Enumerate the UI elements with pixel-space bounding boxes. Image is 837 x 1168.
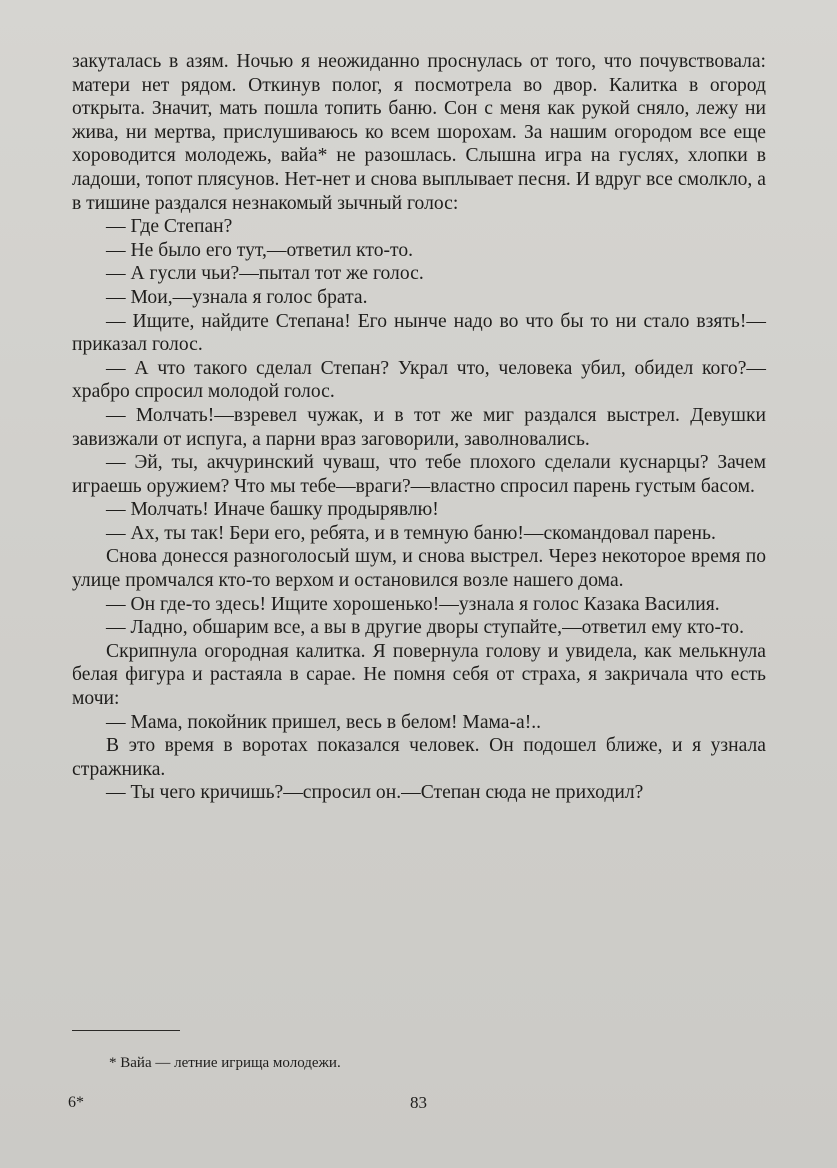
footnote-divider: [72, 1030, 180, 1031]
paragraph: — Эй, ты, акчуринский чуваш, что тебе плохого сделали куснарцы? Зачем играешь оружием? Что мы тебе—враги?—властно спросил парень густым басом.: [72, 452, 766, 497]
paragraph: — Ищите, найдите Степана! Его нынче надо во что бы то ни стало взять!—приказал голос.: [72, 310, 766, 356]
paragraph: — Ладно, обшарим все, а вы в другие дворы ступайте,—ответил ему кто-то.: [106, 617, 745, 639]
body-text: [72, 50, 766, 805]
paragraph: — А что такого сделал Степан? Украл что, человека убил, обидел кого?—храбро спросил молодой голос.: [72, 357, 766, 403]
paragraph: — Мои,—узнала я голос брата.: [106, 286, 368, 308]
page-number: 83: [410, 1093, 427, 1112]
paragraph: — Молчать!—взревел чужак, и в тот же миг раздался выстрел. Девушки завизжали от испуга, а парни враз заговорили, заволновались.: [72, 404, 766, 450]
paragraph: — Он где-то здесь! Ищите хорошенько!—узнала я голос Казака Василия.: [106, 593, 720, 615]
paragraph: — А гусли чьи?—пытал тот же голос.: [106, 263, 424, 285]
paragraph: — Не было его тут,—ответил кто-то.: [106, 239, 414, 261]
paragraph: Скрипнула огородная калитка. Я повернула голову и увидела, как мелькнула белая фигура и растаяла в сарае. Не помня себя от страха, я закричала что есть мочи:: [72, 640, 766, 710]
footnote: * Вайа — летние игрища молодежи.: [109, 1055, 341, 1071]
signature-mark: 6*: [68, 1094, 84, 1111]
paragraph: Снова донесся разноголосый шум, и снова выстрел. Через некоторое время по улице промчался кто-то верхом и остановился возле нашего дома.: [72, 546, 766, 592]
paragraph: — Мама, покойник пришел, весь в белом! Мама-а!..: [106, 711, 542, 733]
paragraph: закуталась в азям. Ночью я неожиданно проснулась от того, что почувствовала: матери нет рядом. Откинув полог, я посмотрела во двор. Калитка в огород открыта. Значит, мать пошла топить баню. Сон с меня как рукой сняло, лежу ни жива, ни мертва, прислушиваюсь ко всем шорохам. За нашим огородом все еще хороводится молодежь, вайа* не разошлась. Слышна игра на гуслях, хлопки в ладоши, топот плясунов. Нет-нет и снова выплывает песня. И вдруг все смолкло, а в тишине раздался незнакомый зычный голос:: [72, 51, 766, 214]
paragraph: — Ты чего кричишь?—спросил он.—Степан сюда не приходил?: [106, 782, 644, 804]
paragraph: — Ах, ты так! Бери его, ребята, и в темную баню!—скомандовал парень.: [106, 522, 716, 544]
paragraph: В это время в воротах показался человек. Он подошел ближе, и я узнала стражника.: [72, 735, 766, 780]
paragraph: — Где Степан?: [106, 216, 233, 238]
paragraph: — Молчать! Иначе башку продырявлю!: [106, 499, 439, 521]
